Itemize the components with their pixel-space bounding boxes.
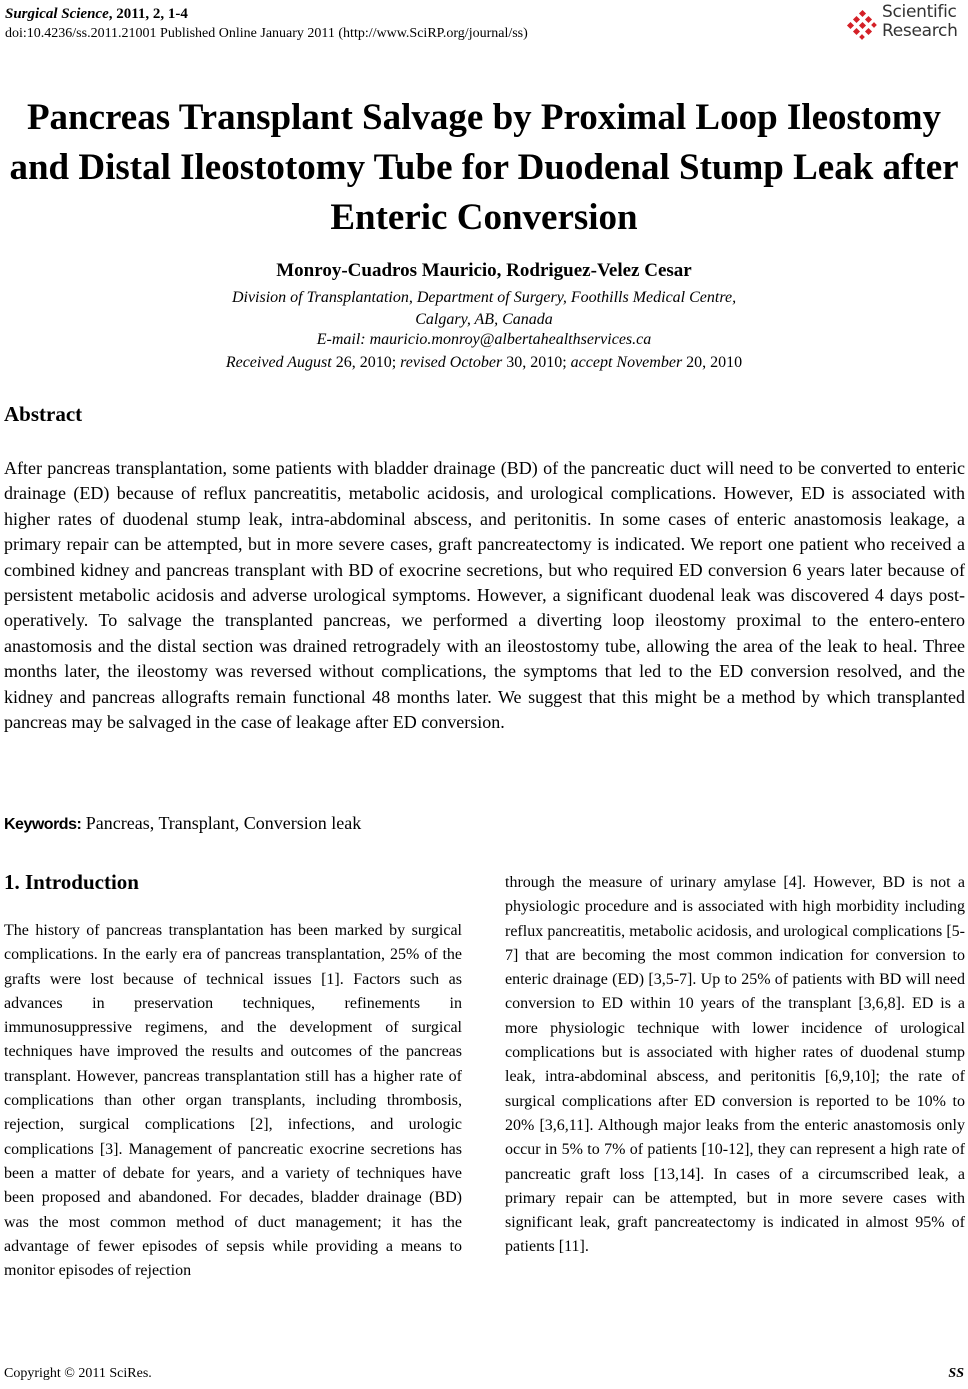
keywords-label: Keywords: bbox=[4, 816, 82, 833]
accept-date: 20, 2010 bbox=[682, 354, 743, 371]
section-heading-introduction: 1. Introduction bbox=[4, 870, 139, 894]
contact-email[interactable] bbox=[0, 331, 968, 349]
footer-copyright: Copyright © 2011 SciRes. bbox=[4, 1366, 152, 1381]
author-list: Monroy-Cuadros Mauricio, Rodriguez-Velez Cesar bbox=[276, 260, 692, 281]
accept-label: accept November bbox=[570, 354, 683, 371]
email-label: E-mail bbox=[316, 331, 361, 348]
intro-left-column: The history of pancreas transplantation has been marked by surgical complications. In the early era of pancreas transplantation, 25% of the grafts were lost because of technical issues [1]. Factors such as advances in preservation techniques, refinements in immunosuppressive regimens, and the development of surgical techniques have improved the results and outcomes of the pancreas transplant. However, pancreas transplantation still has a higher rate of complications than other organ transplants, including thrombosis, rejection, surgical complications [2], infections, and urologic complications [3]. Management of pancreatic exocrine secretions has been a matter of debate for years, and a variety of techniques have been proposed and abandoned. For decades, bladder drainage (BD) was the most common method of duct management; it has the advantage of fewer episodes of sepsis while providing a means to monitor episodes of rejection bbox=[4, 922, 462, 1280]
email-value[interactable]: : mauricio.monroy@albertahealthservices.ca bbox=[360, 331, 652, 348]
scirp-logo-icon bbox=[846, 9, 878, 41]
publisher-logo[interactable] bbox=[846, 3, 966, 45]
affiliation bbox=[0, 287, 968, 331]
article-title: Pancreas Transplant Salvage by Proximal Loop Ileostomy and Distal Ileostotomy Tube for Duodenal Stump Leak after Enteric Conversion bbox=[9, 97, 959, 238]
received-date: 26, 2010; bbox=[331, 354, 401, 371]
logo-wordmark bbox=[882, 3, 958, 41]
journal-info: , 2011, 2, 1-4 bbox=[108, 6, 188, 22]
received-label: Received August bbox=[225, 354, 332, 371]
abstract-text: After pancreas transplantation, some patients with bladder drainage (BD) of the pancreatic duct will need to be converted to enteric drainage (ED) because of reflux pancreatitis, metabolic acidosis, and urological complications. However, ED is associated with higher rates of duodenal stump leak, intra-abdominal abscess, and peritonitis. In some cases of enteric anastomosis leakage, a primary repair can be attempted, but in more severe cases, graft pancreatectomy is indicated. We report one patient who received a combined kidney and pancreas transplant with BD of exocrine secretions, but who required ED conversion 6 years later because of persistent metabolic acidosis and adverse urological symptoms. However, a significant duodenal leak was discovered 4 days post-operatively. To salvage the transplanted pancreas, we performed a diverting loop ileostomy proximal to the entero-entero anastomosis and the distal section was drained retrogradely with an ileostostomy tube, allowing the area of the leak to heal. Three months later, the ileostomy was reversed without complications, the symptoms that led to the ED conversion resolved, and the kidney and pancreas allografts remain functional 48 months later. We suggest that this might be a method by which transplanted pancreas may be salvaged in the case of leakage after ED conversion. bbox=[4, 458, 965, 733]
revised-date: 30, 2010; bbox=[502, 354, 571, 371]
revised-label: revised October bbox=[400, 354, 503, 371]
logo-line2: Research bbox=[882, 21, 958, 41]
keywords bbox=[4, 813, 361, 834]
journal-name: Surgical Science bbox=[5, 6, 109, 22]
keywords-value: Pancreas, Transplant, Conversion leak bbox=[81, 813, 362, 833]
journal-citation bbox=[5, 4, 528, 24]
footer-journal-abbrev: SS bbox=[948, 1366, 964, 1381]
running-header bbox=[5, 4, 528, 44]
article-dates bbox=[0, 354, 968, 372]
doi-line: doi:10.4236/ss.2011.21001 Published Online January 2011 (http://www.SciRP.org/journal/ss) bbox=[5, 26, 528, 41]
intro-right-column: through the measure of urinary amylase [4]. However, BD is not a physiologic procedure and is associated with high morbidity including reflux pancreatitis, metabolic acidosis, and urological complications [5-7] that are becoming the most common indication for conversion to enteric drainage (ED) [3,5-7]. Up to 25% of patients with BD will need conversion to ED within 10 years of the transplant [3,6,8]. ED is a more physiologic technique with lower incidence of urological complications but is associated with higher rates of duodenal stump leak, intra-abdominal abscess, and peritonitis [6,9,10]; the rate of surgical complications after ED conversion is reported to be 10% to 20% [3,6,11]. Although major leaks from the enteric anastomosis only occur in 5% to 7% of patients [10-12], they can represent a high rate of pancreatic graft loss [13,14]. In cases of a circumscribed leak, a primary repair can be attempted, but in more severe cases with significant leak, graft pancreatectomy is indicated in almost 95% of patients [11]. bbox=[505, 874, 965, 1256]
abstract-heading: Abstract bbox=[4, 402, 83, 426]
affiliation-line1: Division of Transplantation, Department of Surgery, Foothills Medical Centre, bbox=[231, 289, 737, 306]
affiliation-line2: Calgary, AB, Canada bbox=[415, 311, 553, 328]
logo-line1: Scientific bbox=[882, 2, 957, 22]
